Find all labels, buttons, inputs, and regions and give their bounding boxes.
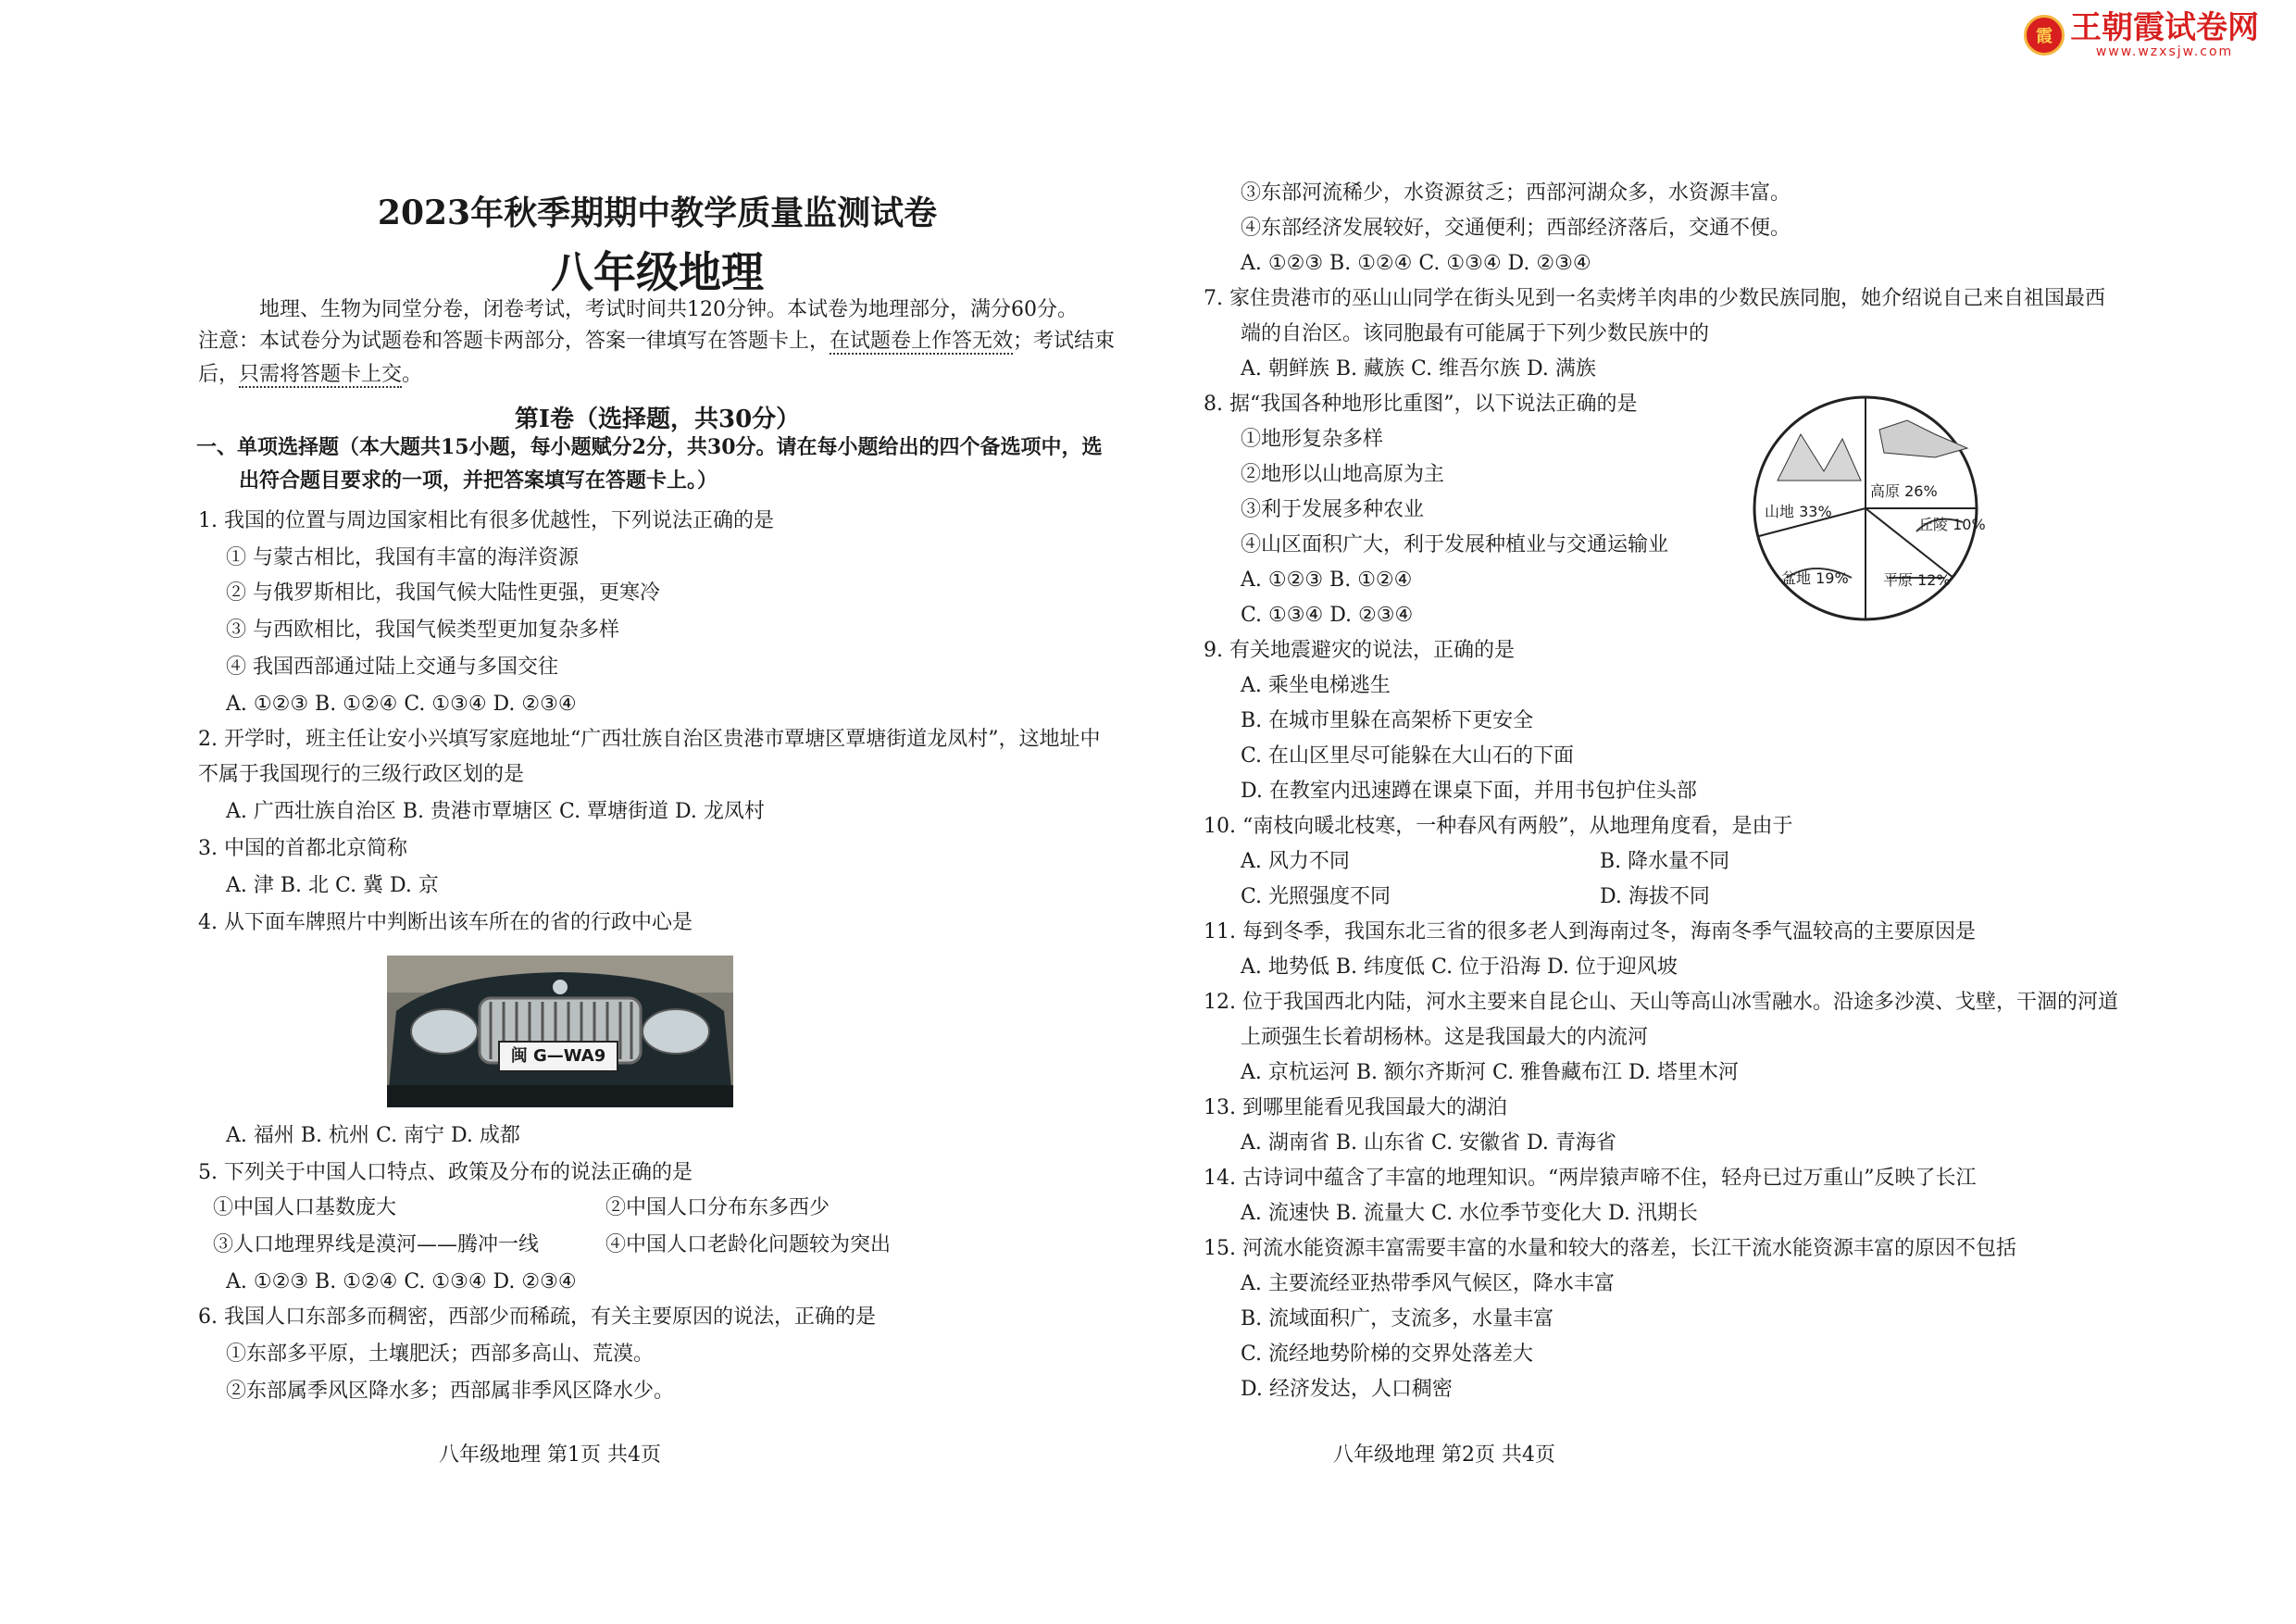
option-text: ① 与蒙古相比，我国有丰富的海洋资源 [226, 546, 579, 569]
question-text: 8. 据“我国各种地形比重图”，以下说法正确的是 [1204, 393, 1638, 416]
option-text: C. 光照强度不同 [1241, 885, 1391, 908]
question-text: 14. 古诗词中蕴含了丰富的地理知识。“两岸猿声啼不住，轻舟已过万重山”反映了长江 [1204, 1167, 1977, 1190]
question-text: 不属于我国现行的三级行政区划的是 [198, 763, 525, 786]
note-line-1: 注意：本试卷分为试题卷和答题卡两部分，答案一律填写在答题卡上，在试题卷上作答无效；考试结束 [198, 330, 1116, 353]
option-text: A. 风力不同 [1241, 850, 1350, 873]
option-text: A. 乘坐电梯逃生 [1241, 674, 1391, 697]
choice-row: A. 广西壮族自治区 B. 贵港市覃塘区 C. 覃塘街道 D. 龙凤村 [226, 800, 765, 823]
section-instruction-1: 一、单项选择题（本大题共15小题，每小题赋分2分，共30分。请在每小题给出的四个备选项中，选 [196, 435, 1103, 459]
license-plate: 闽 G—WA9 [498, 1041, 618, 1072]
option-text: ③人口地理界线是漠河——腾冲一线 [213, 1233, 540, 1256]
choice-row: A. ①②③ B. ①②④ [1241, 568, 1413, 592]
option-text: D. 经济发达，人口稠密 [1241, 1378, 1453, 1401]
pie-label-basin: 盆地 19% [1781, 569, 1849, 587]
choice-row: A. 地势低 B. 纬度低 C. 位于沿海 D. 位于迎风坡 [1241, 956, 1678, 979]
page-footer-1: 八年级地理 第1页 共4页 [439, 1443, 661, 1467]
section-instruction-2: 出符合题目要求的一项，并把答案填写在答题卡上。） [239, 468, 718, 493]
option-text: B. 降水量不同 [1600, 850, 1730, 873]
option-text: ④ 我国西部通过陆上交通与多国交往 [226, 656, 558, 679]
section-title: 第Ⅰ卷（选择题，共30分） [514, 406, 801, 433]
choice-row: A. 京杭运河 B. 额尔齐斯河 C. 雅鲁藏布江 D. 塔里木河 [1241, 1061, 1739, 1084]
option-text: ④中国人口老龄化问题较为突出 [605, 1233, 892, 1256]
question-text: 6. 我国人口东部多而稠密，西部少而稀疏，有关主要原因的说法，正确的是 [198, 1305, 876, 1329]
choice-row: A. 朝鲜族 B. 藏族 C. 维吾尔族 D. 满族 [1241, 357, 1596, 381]
option-text: A. 主要流经亚热带季风气候区，降水丰富 [1241, 1272, 1615, 1295]
pie-label-plateau: 高原 26% [1870, 482, 1938, 500]
question-text: 端的自治区。该同胞最有可能属于下列少数民族中的 [1241, 322, 1710, 345]
option-text: ②东部属季风区降水多；西部属非季风区降水少。 [226, 1380, 675, 1403]
brand-name: 王朝霞试卷网 [2070, 9, 2259, 46]
option-text: ② 与俄罗斯相比，我国气候大陆性更强，更寒冷 [226, 581, 660, 605]
intro-text: 地理、生物为同堂分卷，闭卷考试，考试时间共120分钟。本试卷为地理部分，满分60分。 [259, 298, 1078, 321]
question-text: 4. 从下面车牌照片中判断出该车所在的省的行政中心是 [198, 911, 693, 934]
choice-row: A. ①②③ B. ①②④ C. ①③④ D. ②③④ [226, 693, 577, 716]
option-text: ②地形以山地高原为主 [1241, 463, 1445, 486]
pie-label-hill: 丘陵 10% [1918, 516, 1986, 533]
option-text: D. 海拔不同 [1600, 885, 1710, 908]
option-text: B. 在城市里躲在高架桥下更安全 [1241, 709, 1534, 732]
question-text: 5. 下列关于中国人口特点、政策及分布的说法正确的是 [198, 1161, 693, 1184]
car-plate-photo [387, 956, 733, 1107]
brand-logo [2024, 9, 2259, 61]
option-text: D. 在教室内迅速蹲在课桌下面，并用书包护住头部 [1241, 780, 1697, 803]
question-text: 7. 家住贵港市的巫山山同学在街头见到一名卖烤羊肉串的少数民族同胞，她介绍说自己来自祖国最西 [1204, 287, 2105, 310]
question-text: 3. 中国的首都北京简称 [198, 837, 407, 860]
choice-row: C. ①③④ D. ②③④ [1241, 604, 1414, 627]
pie-label-plain: 平原 12% [1883, 571, 1951, 589]
question-text: 10. “南枝向暖北枝寒，一种春风有两般”，从地理角度看，是由于 [1204, 815, 1793, 838]
pie-label-mountain: 山地 33% [1765, 503, 1832, 520]
question-text: 13. 到哪里能看见我国最大的湖泊 [1204, 1096, 1507, 1119]
choice-row: A. 福州 B. 杭州 C. 南宁 D. 成都 [226, 1124, 520, 1147]
question-text: 9. 有关地震避灾的说法，正确的是 [1204, 639, 1515, 662]
option-text: C. 流经地势阶梯的交界处落差大 [1241, 1343, 1534, 1366]
note-line-2: 后，只需将答题卡上交。 [198, 363, 423, 386]
option-text: ③东部河流稀少，水资源贫乏；西部河湖众多，水资源丰富。 [1241, 181, 1791, 205]
choice-row: A. 流速快 B. 流量大 C. 水位季节变化大 D. 汛期长 [1241, 1202, 1698, 1225]
subject-title: 八年级地理 [551, 247, 764, 297]
option-text: ②中国人口分布东多西少 [605, 1196, 830, 1219]
option-text: ④东部经济发展较好，交通便利；西部经济落后，交通不便。 [1241, 217, 1791, 240]
choice-row: A. 津 B. 北 C. 冀 D. 京 [226, 874, 439, 897]
exam-title: 2023年秋季期期中教学质量监测试卷 [377, 194, 938, 232]
question-text: 1. 我国的位置与周边国家相比有很多优越性，下列说法正确的是 [198, 509, 774, 532]
question-text: 15. 河流水能资源丰富需要丰富的水量和较大的落差，长江干流水能资源丰富的原因不包括 [1204, 1237, 2016, 1260]
option-text: B. 流域面积广，支流多，水量丰富 [1241, 1307, 1554, 1330]
option-text: ③ 与西欧相比，我国气候类型更加复杂多样 [226, 618, 619, 642]
option-text: ④山区面积广大，利于发展种植业与交通运输业 [1241, 533, 1669, 556]
option-text: ③利于发展多种农业 [1241, 498, 1425, 521]
choice-row: A. 湖南省 B. 山东省 C. 安徽省 D. 青海省 [1241, 1131, 1616, 1155]
page-footer-2: 八年级地理 第2页 共4页 [1333, 1443, 1555, 1467]
option-text: C. 在山区里尽可能躲在大山石的下面 [1241, 744, 1575, 768]
option-text: ①东部多平原，土壤肥沃；西部多高山、荒漠。 [226, 1343, 655, 1366]
option-text: ①中国人口基数庞大 [213, 1196, 397, 1219]
option-text: ①地形复杂多样 [1241, 428, 1384, 451]
question-text: 2. 开学时，班主任让安小兴填写家庭地址“广西壮族自治区贵港市覃塘区覃塘街道龙凤村”，这地址中 [198, 728, 1101, 751]
choice-row: A. ①②③ B. ①②④ C. ①③④ D. ②③④ [226, 1270, 577, 1293]
brand-url: www.wzxsjw.com [2095, 44, 2234, 59]
seal-icon: 霞 [2024, 15, 2065, 56]
question-text: 12. 位于我国西北内陆，河水主要来自昆仑山、天山等高山冰雪融水。沿途多沙漠、戈壁，干涸的河道 [1204, 991, 2118, 1014]
question-text: 上顽强生长着胡杨林。这是我国最大的内流河 [1241, 1026, 1649, 1049]
question-text: 11. 每到冬季，我国东北三省的很多老人到海南过冬，海南冬季气温较高的主要原因是 [1204, 920, 1976, 943]
choice-row: A. ①②③ B. ①②④ C. ①③④ D. ②③④ [1241, 252, 1591, 275]
